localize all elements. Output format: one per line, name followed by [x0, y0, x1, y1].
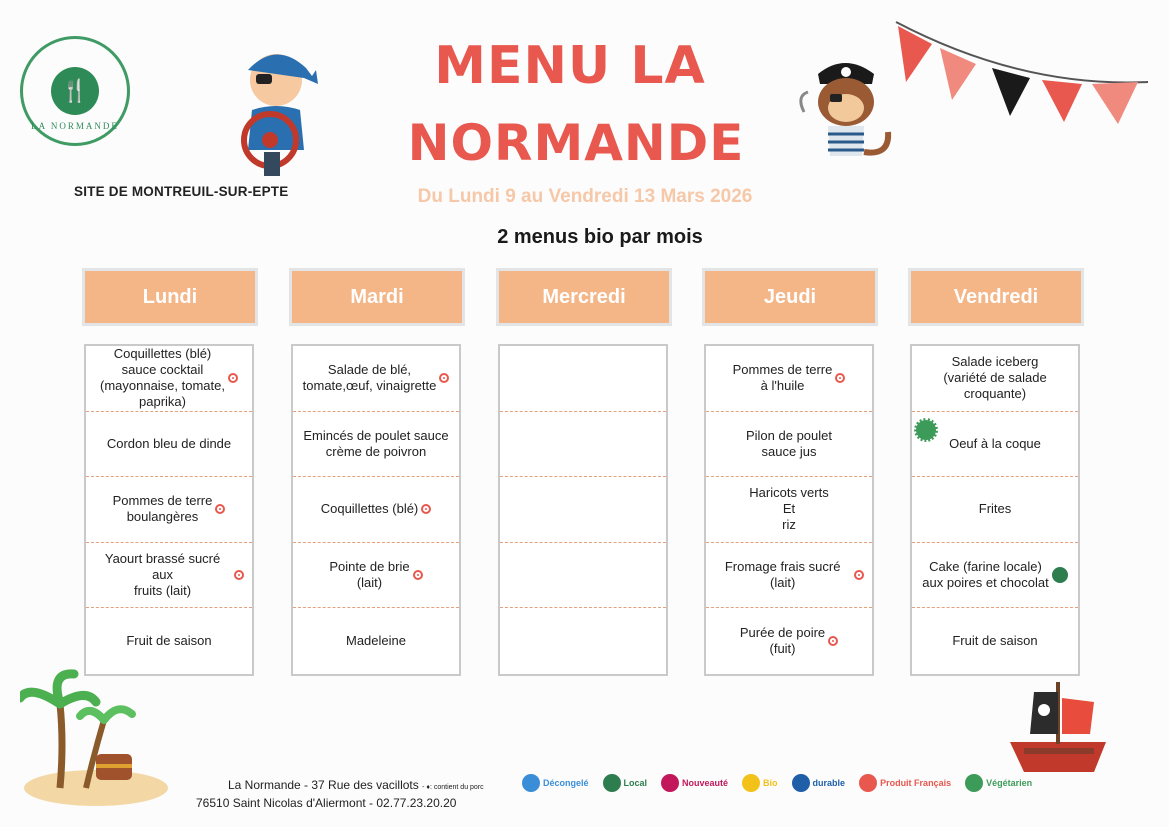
label-icon — [854, 570, 864, 580]
snowflake-icon — [522, 774, 540, 792]
pirate-ship-icon — [1004, 678, 1112, 778]
local-icon — [1052, 567, 1068, 583]
menu-item-text: Emincés de poulet sauce crème de poivron — [303, 427, 449, 459]
menu-column-mardi — [291, 344, 461, 676]
menu-item — [86, 543, 252, 609]
menu-item-text: Cake (farine locale) aux poires et chocolat — [922, 559, 1049, 591]
menu-item — [293, 477, 459, 543]
fork-icon: 🍴 — [51, 67, 99, 115]
label-icon — [439, 373, 449, 383]
menu-item-text: Cordon bleu de dinde — [106, 435, 232, 451]
menu-item — [912, 412, 1078, 478]
legend-item — [522, 774, 589, 792]
label-icon — [234, 570, 244, 580]
label-icon — [228, 373, 238, 383]
day-header-jeudi: Jeudi — [702, 268, 878, 326]
legend-item — [661, 774, 728, 792]
menu-item-text: Pointe de brie (lait) — [329, 559, 410, 591]
footer-address-line1 — [228, 778, 484, 792]
legend-label: Décongelé — [543, 778, 589, 788]
menu-column-jeudi — [704, 344, 874, 676]
label-icon — [835, 373, 845, 383]
menu-item-text: Oeuf à la coque — [949, 435, 1041, 451]
menu-item-text: Salade de blé, tomate,œuf, vinaigrette — [302, 362, 437, 394]
pirate-monkey-icon — [790, 52, 896, 174]
legend-item — [859, 774, 951, 792]
label-icon — [421, 504, 431, 514]
menu-item-text: Yaourt brassé sucré aux fruits (lait) — [104, 551, 221, 599]
menu-item — [86, 346, 252, 412]
menu-item — [706, 543, 872, 609]
menu-item — [500, 608, 666, 674]
legend-label: durable — [812, 778, 846, 788]
menu-column-vendredi — [910, 344, 1080, 676]
sustainable-fishing-icon — [792, 774, 810, 792]
menu-item — [500, 412, 666, 478]
menu-item — [500, 477, 666, 543]
address-note: - ♦: contient du porc — [422, 784, 484, 791]
menu-item-text: Haricots verts Et riz — [749, 485, 829, 533]
bunting-flags — [892, 18, 1152, 130]
bio-subtitle: 2 menus bio par mois — [497, 226, 703, 248]
legend-item — [742, 774, 778, 792]
menu-column-mercredi — [498, 344, 668, 676]
day-header-mercredi: Mercredi — [496, 268, 672, 326]
vegetarian-icon — [914, 418, 938, 442]
legend-item — [792, 774, 846, 792]
treasure-island-icon — [20, 664, 170, 808]
menu-item — [86, 477, 252, 543]
footer-address-line2: 76510 Saint Nicolas d'Aliermont - 02.77.23.20.20 — [196, 796, 457, 810]
logo-text: LA NORMANDE — [31, 121, 119, 131]
legend-item — [603, 774, 648, 792]
menu-item-text: Frites — [978, 501, 1012, 517]
menu-item-text: Pommes de terre boulangères — [112, 493, 213, 525]
label-icon — [828, 636, 838, 646]
menu-item — [500, 543, 666, 609]
menu-item — [912, 543, 1078, 609]
menu-title-line1: MENU LA — [434, 36, 706, 96]
legend-item — [965, 774, 1032, 792]
menu-dates: Du Lundi 9 au Vendredi 13 Mars 2026 — [417, 186, 753, 207]
menu-item — [86, 412, 252, 478]
legend-label: Bio — [763, 778, 778, 788]
site-name: SITE DE MONTREUIL-SUR-EPTE — [74, 184, 289, 199]
menu-item-text: Coquillettes (blé) — [320, 501, 419, 517]
menu-item — [912, 346, 1078, 412]
vegetarian-icon — [965, 774, 983, 792]
menu-item-text: Fruit de saison — [126, 633, 212, 649]
french-product-icon — [859, 774, 877, 792]
pirate-boy-icon — [226, 40, 322, 180]
local-icon — [603, 774, 621, 792]
legend-label: Végétarien — [986, 778, 1033, 788]
new-icon — [661, 774, 679, 792]
menu-title-line2: NORMANDE — [407, 114, 745, 172]
address-text: La Normande - 37 Rue des vacillots — [228, 778, 419, 792]
day-header-vendredi: Vendredi — [908, 268, 1084, 326]
menu-item-text: Pilon de poulet sauce jus — [745, 427, 832, 459]
menu-item-text: Madeleine — [346, 633, 406, 649]
menu-item — [293, 608, 459, 674]
menu-item-text: Salade iceberg (variété de salade croquante) — [943, 354, 1047, 402]
menu-item — [293, 346, 459, 412]
legend-label: Produit Français — [880, 778, 952, 788]
menu-item-text: Pommes de terre à l'huile — [732, 362, 833, 394]
menu-item — [706, 412, 872, 478]
logo — [20, 36, 130, 146]
menu-item — [912, 477, 1078, 543]
bio-icon — [742, 774, 760, 792]
menu-item — [706, 608, 872, 674]
menu-item-text: Coquillettes (blé) sauce cocktail (mayonnaise, tomate, paprika) — [99, 346, 225, 410]
menu-item — [912, 608, 1078, 674]
label-icon — [215, 504, 225, 514]
menu-item — [706, 346, 872, 412]
day-header-lundi: Lundi — [82, 268, 258, 326]
menu-item — [500, 346, 666, 412]
menu-item — [293, 412, 459, 478]
menu-item-text: Purée de poire (fuit) — [739, 625, 826, 657]
label-icon — [413, 570, 423, 580]
menu-item-text: Fromage frais sucré (lait) — [724, 559, 841, 591]
menu-item — [293, 543, 459, 609]
day-header-mardi: Mardi — [289, 268, 465, 326]
legend-label: Local — [623, 778, 648, 788]
legend-label: Nouveauté — [682, 778, 729, 788]
menu-item-text: Fruit de saison — [952, 633, 1038, 649]
menu-item — [706, 477, 872, 543]
legend — [522, 774, 1032, 792]
menu-column-lundi — [84, 344, 254, 676]
